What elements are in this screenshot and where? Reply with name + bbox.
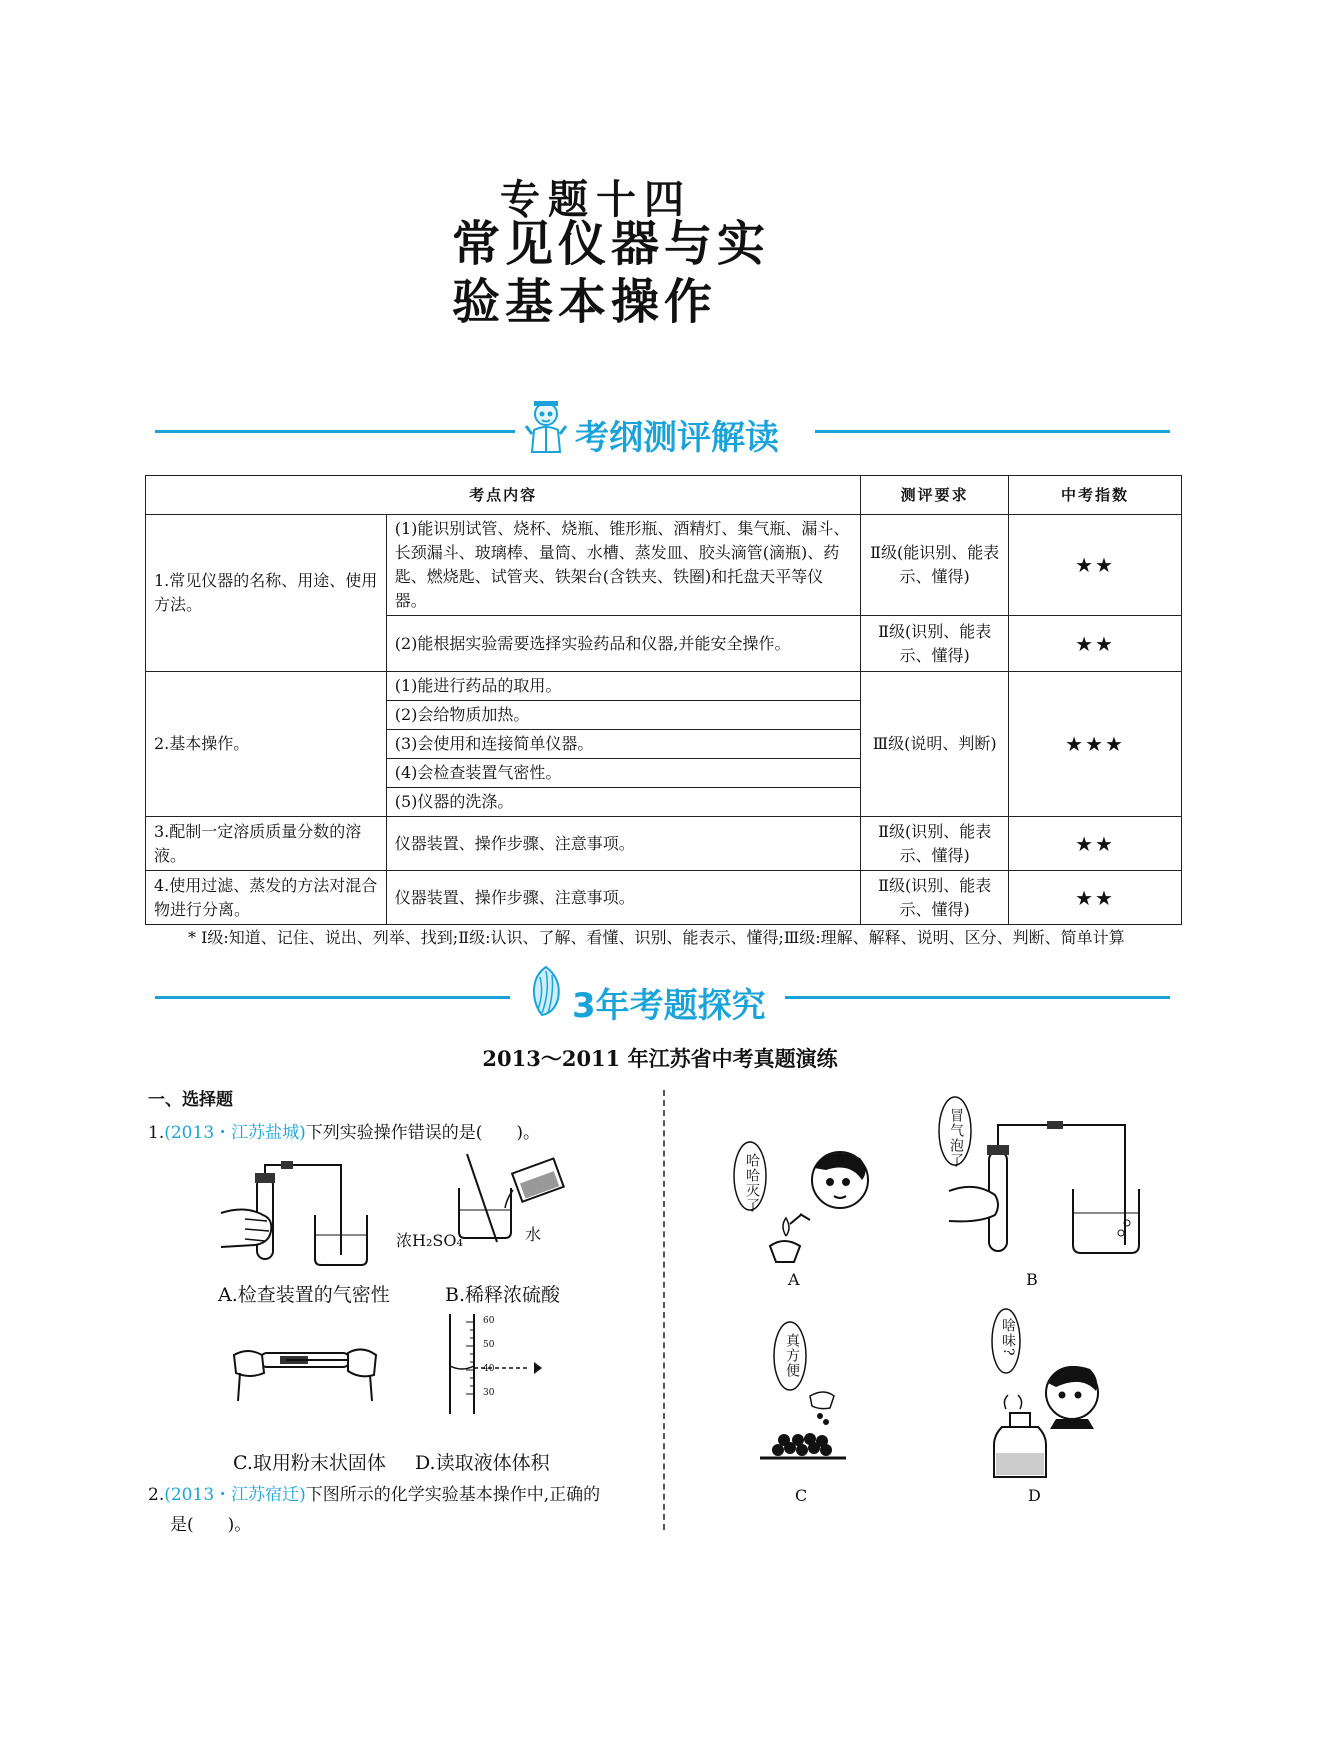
label-water: 水 [525, 1225, 542, 1244]
acid-dilution-figure [445, 1148, 565, 1248]
option-b-figure [935, 1095, 1145, 1265]
section-title-exam-outline: 考纲测评解读 [575, 418, 779, 458]
question-source: (2013・江苏盐城) [164, 1123, 306, 1143]
requirement-cell: Ⅱ级(识别、能表示、懂得) [861, 616, 1009, 672]
header-index: 中考指数 [1009, 476, 1182, 515]
question-2-stem [148, 1480, 653, 1540]
requirement-cell: Ⅱ级(识别、能表示、懂得) [861, 817, 1009, 871]
speech-bubble-b: 冒气泡了 [948, 1108, 964, 1168]
option-label-a: A [788, 1270, 800, 1289]
table-row [146, 817, 1182, 871]
option-label-c: C [795, 1486, 808, 1505]
powder-sampling-figure [230, 1325, 380, 1405]
header-topic: 考点内容 [146, 476, 861, 515]
shell-icon [528, 965, 564, 1017]
star-rating: ★★ [1009, 616, 1182, 672]
part-title: 一、选择题 [148, 1090, 233, 1110]
topic-cell: 4.使用过滤、蒸发的方法对混合物进行分离。 [146, 871, 387, 925]
column-divider [663, 1090, 665, 1530]
table-row [146, 672, 1182, 701]
content-cell: (2)会给物质加热。 [386, 701, 860, 730]
option-caption-c: C.取用粉末状固体 [233, 1452, 386, 1474]
chapter-title-line1: 常见仪器与实 [452, 216, 771, 272]
speech-bubble-d: 啥味? [1000, 1318, 1016, 1357]
content-cell: (1)能识别试管、烧杯、烧瓶、锥形瓶、酒精灯、集气瓶、漏斗、长颈漏斗、玻璃棒、量筒、水槽、蒸发皿、胶头滴管(滴瓶)、药匙、燃烧匙、试管夹、铁架台(含铁夹、铁圈)和托盘天平等仪器。 [386, 515, 860, 616]
requirement-cell: Ⅲ级(说明、判断) [861, 672, 1009, 817]
level-note: * Ⅰ级:知道、记住、说出、列举、找到;Ⅱ级:认识、了解、看懂、识别、能表示、懂得;Ⅲ级:理解、解释、说明、区分、判断、简单计算 [188, 928, 1125, 947]
content-cell: (5)仪器的洗涤。 [386, 788, 860, 817]
option-caption-a: A.检查装置的气密性 [218, 1284, 390, 1306]
section-divider-right [815, 430, 1170, 433]
section-divider-left [155, 430, 515, 433]
star-rating: ★★ [1009, 871, 1182, 925]
table-row [146, 871, 1182, 925]
topic-cell: 3.配制一定溶质质量分数的溶液。 [146, 817, 387, 871]
question-text-cont: 是( )。 [170, 1515, 252, 1535]
content-cell: (3)会使用和连接简单仪器。 [386, 730, 860, 759]
option-label-d: D [1028, 1486, 1041, 1505]
star-rating: ★★ [1009, 817, 1182, 871]
question-source: (2013・江苏宿迁) [164, 1485, 306, 1505]
scientist-icon [522, 398, 570, 454]
option-label-b: B [1026, 1270, 1038, 1289]
requirement-cell: Ⅱ级(识别、能表示、懂得) [861, 871, 1009, 925]
question-text: 下列实验操作错误的是( )。 [305, 1123, 541, 1143]
content-cell: (2)能根据实验需要选择实验药品和仪器,并能安全操作。 [386, 616, 860, 672]
chapter-number: 专题十四 [500, 177, 692, 223]
chapter-title [452, 215, 770, 331]
section-divider-right [785, 996, 1170, 999]
airtightness-check-figure [215, 1155, 375, 1275]
option-c-figure [750, 1320, 860, 1470]
section-divider-left [155, 996, 510, 999]
content-cell: (1)能进行药品的取用。 [386, 672, 860, 701]
requirement-cell: Ⅱ级(能识别、能表示、懂得) [861, 515, 1009, 616]
scale-tick-40: 40 [483, 1364, 495, 1374]
label-concentrated-acid: 浓H₂SO₄ [396, 1231, 463, 1250]
content-cell: 仪器装置、操作步骤、注意事项。 [386, 817, 860, 871]
table-header-row [146, 476, 1182, 515]
table-row [146, 515, 1182, 616]
scale-tick-50: 50 [483, 1340, 495, 1350]
header-requirement: 测评要求 [861, 476, 1009, 515]
topic-cell: 2.基本操作。 [146, 672, 387, 817]
question-number: 2. [148, 1485, 165, 1505]
chapter-title-line2: 验基本操作 [452, 274, 718, 330]
star-rating: ★★★ [1009, 672, 1182, 817]
question-1-stem [148, 1118, 540, 1148]
section-title-past-exams: 3年考题探究 [572, 986, 766, 1026]
star-rating: ★★ [1009, 515, 1182, 616]
speech-bubble-c: 真方便 [784, 1333, 800, 1378]
subheading: 2013～2011 年江苏省中考真题演练 [482, 1046, 838, 1071]
speech-bubble-a: 哈哈灭了 [744, 1153, 760, 1213]
content-cell: (4)会检查装置气密性。 [386, 759, 860, 788]
scale-tick-60: 60 [483, 1316, 495, 1326]
scale-tick-30: 30 [483, 1388, 495, 1398]
question-text: 下图所示的化学实验基本操作中,正确的 [305, 1485, 601, 1505]
syllabus-table [145, 475, 1182, 925]
question-number: 1. [148, 1123, 165, 1143]
option-caption-d: D.读取液体体积 [415, 1452, 550, 1474]
option-caption-b: B.稀释浓硫酸 [445, 1284, 561, 1306]
content-cell: 仪器装置、操作步骤、注意事项。 [386, 871, 860, 925]
topic-cell: 1.常见仪器的名称、用途、使用方法。 [146, 515, 387, 672]
